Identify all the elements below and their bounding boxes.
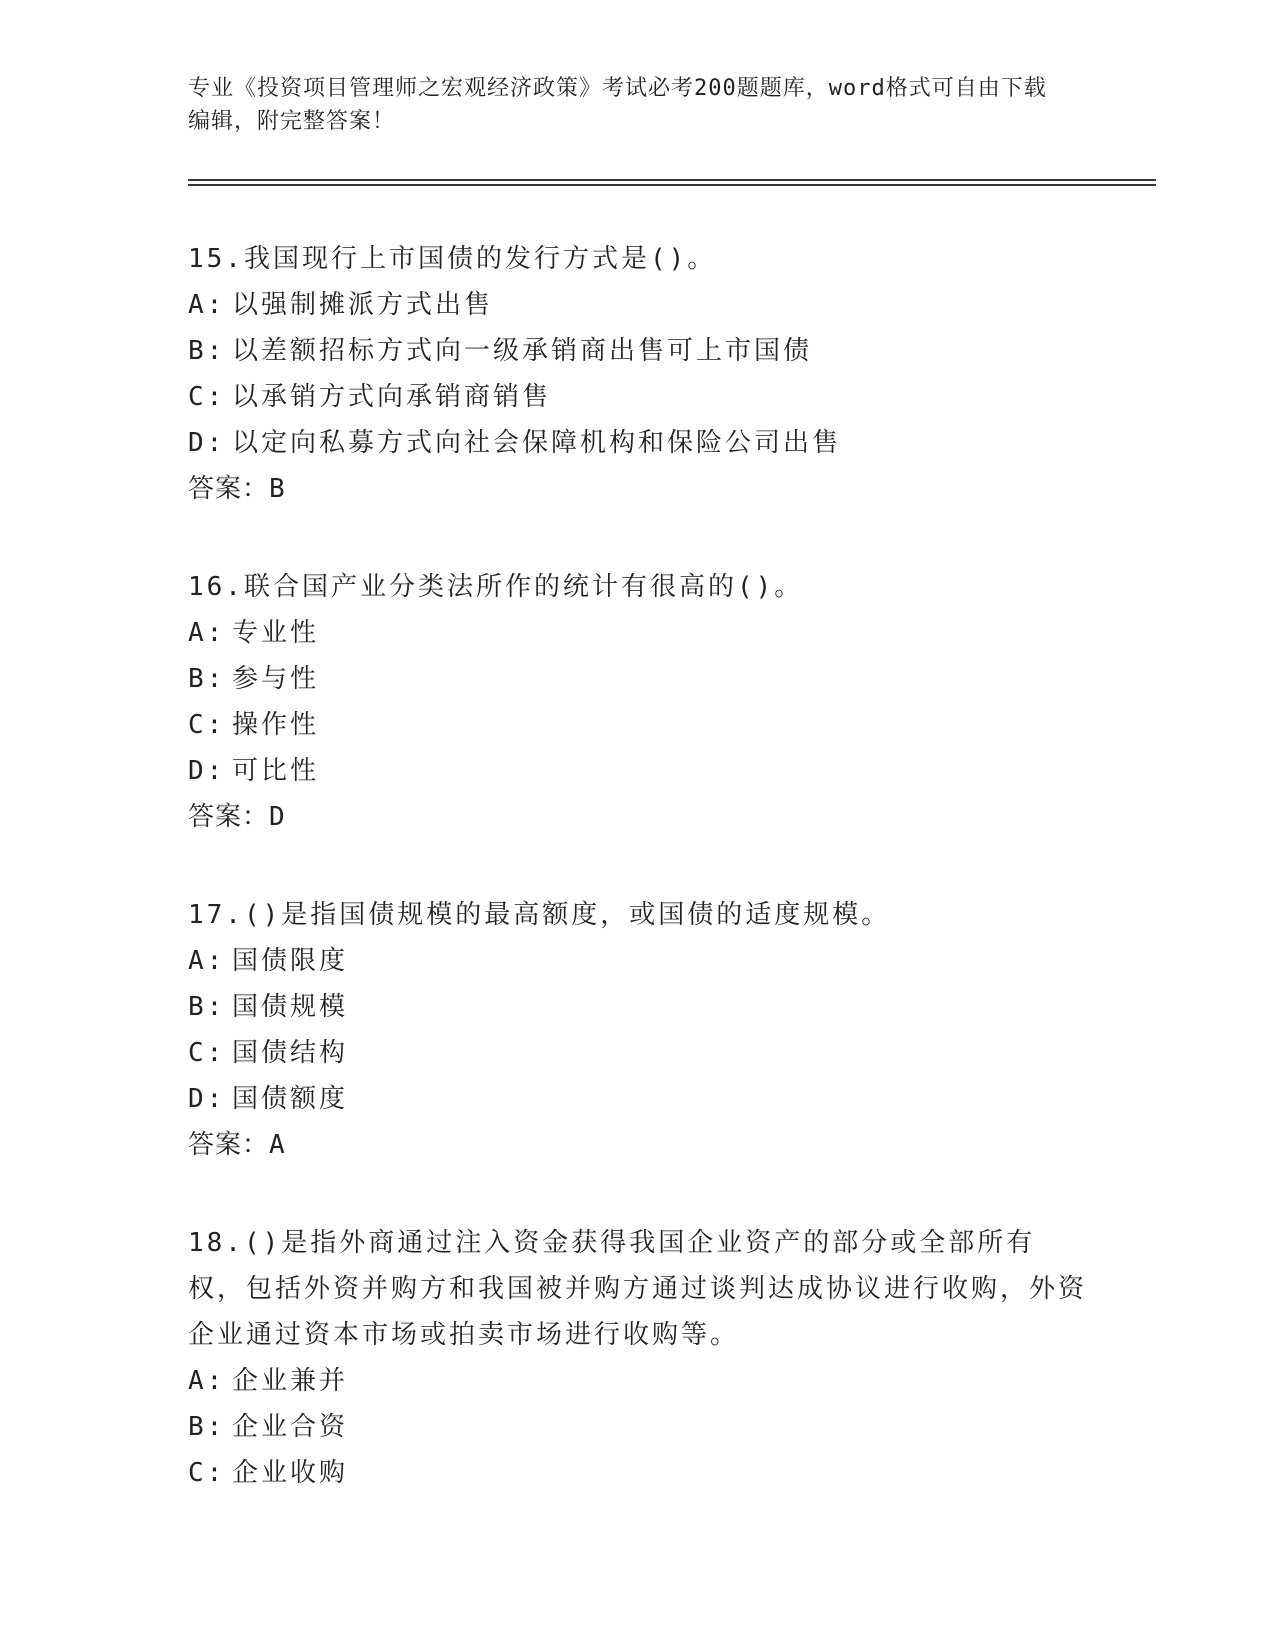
question-stem: 17.()是指国债规模的最高额度，或国债的适度规模。 — [188, 900, 891, 930]
option-d — [188, 748, 1088, 794]
question-list — [188, 236, 1088, 1548]
option-letter: C: — [188, 1038, 226, 1068]
option-letter: C: — [188, 382, 226, 412]
option-letter: B: — [188, 336, 226, 366]
option-text: 企业合资 — [232, 1412, 349, 1442]
question-18 — [188, 1220, 1088, 1496]
answer-line: 答案：D — [188, 802, 286, 832]
option-c — [188, 374, 1088, 420]
option-b — [188, 984, 1088, 1030]
option-c — [188, 702, 1088, 748]
option-letter: B: — [188, 1412, 226, 1442]
option-a — [188, 938, 1088, 984]
answer-line: 答案：A — [188, 1130, 286, 1160]
option-text: 企业兼并 — [232, 1366, 349, 1396]
question-16 — [188, 564, 1088, 840]
option-text: 以差额招标方式向一级承销商出售可上市国债 — [232, 336, 813, 366]
option-letter: A: — [188, 618, 226, 648]
option-text: 可比性 — [232, 756, 320, 786]
option-text: 国债结构 — [232, 1038, 349, 1068]
option-d — [188, 420, 1088, 466]
header-divider-top — [188, 179, 1156, 181]
option-letter: A: — [188, 290, 226, 320]
option-a — [188, 282, 1088, 328]
option-text: 以承销方式向承销商销售 — [232, 382, 552, 412]
option-text: 参与性 — [232, 664, 320, 694]
option-text: 以强制摊派方式出售 — [232, 290, 494, 320]
option-text: 国债限度 — [232, 946, 349, 976]
question-15 — [188, 236, 1088, 512]
option-b — [188, 656, 1088, 702]
document-intro: 专业《投资项目管理师之宏观经济政策》考试必考200题题库，word格式可自由下载编辑，附完整答案！ — [188, 76, 1047, 134]
option-letter: B: — [188, 992, 226, 1022]
option-letter: C: — [188, 710, 226, 740]
option-c — [188, 1450, 1088, 1496]
question-stem: 18.()是指外商通过注入资金获得我国企业资产的部分或全部所有权，包括外资并购方和我国被并购方通过谈判达成协议进行收购，外资企业通过资本市场或拍卖市场进行收购等。 — [188, 1228, 1088, 1350]
question-17 — [188, 892, 1088, 1168]
option-text: 国债额度 — [232, 1084, 349, 1114]
option-a — [188, 610, 1088, 656]
option-text: 企业收购 — [232, 1458, 349, 1488]
option-d — [188, 1076, 1088, 1122]
option-letter: D: — [188, 756, 226, 786]
option-letter: D: — [188, 1084, 226, 1114]
option-letter: B: — [188, 664, 226, 694]
answer-line: 答案：B — [188, 474, 286, 504]
option-text: 专业性 — [232, 618, 320, 648]
option-letter: C: — [188, 1458, 226, 1488]
option-text: 以定向私募方式向社会保障机构和保险公司出售 — [232, 428, 842, 458]
option-b — [188, 328, 1088, 374]
option-letter: D: — [188, 428, 226, 458]
option-letter: A: — [188, 1366, 226, 1396]
option-text: 操作性 — [232, 710, 320, 740]
question-stem: 16.联合国产业分类法所作的统计有很高的()。 — [188, 572, 804, 602]
option-a — [188, 1358, 1088, 1404]
option-b — [188, 1404, 1088, 1450]
option-letter: A: — [188, 946, 226, 976]
header-divider-bottom — [188, 184, 1156, 186]
question-stem: 15.我国现行上市国债的发行方式是()。 — [188, 244, 717, 274]
option-text: 国债规模 — [232, 992, 349, 1022]
option-c — [188, 1030, 1088, 1076]
